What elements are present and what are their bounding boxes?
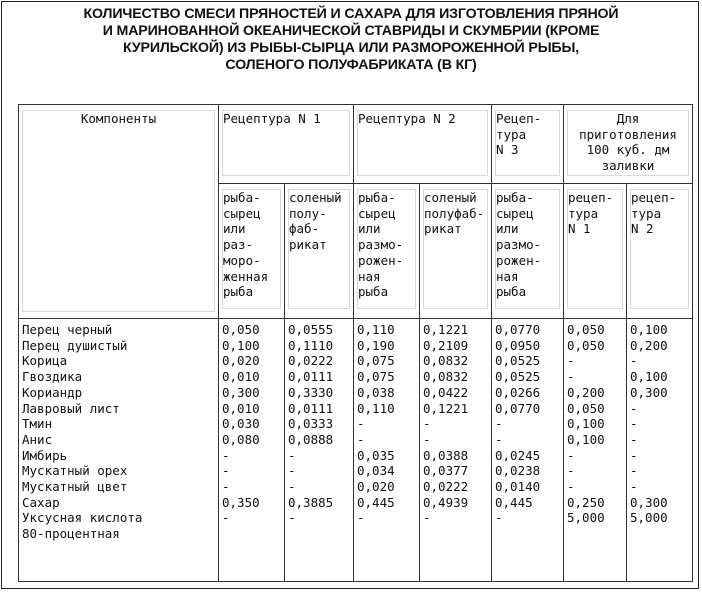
- column-r2-raw: [354, 319, 420, 582]
- header-recipe-2: [354, 105, 492, 184]
- subheader-r1-raw-label: рыба- сырец или раз- моро- женная рыба: [223, 190, 269, 300]
- subheader-r1-salted: [285, 184, 354, 319]
- subheader-r3-raw-label: рыба- сырец или размо- рожен- ная рыба: [496, 190, 542, 300]
- column-components: [19, 319, 219, 582]
- column-brine-r2: [627, 319, 693, 582]
- values-brine-r2: 0,100 0,200 - 0,100 0,300 - - - - - - 0,300 5,000: [630, 322, 668, 526]
- subheader-brine-r2-label: рецеп- тура N 2: [631, 190, 677, 237]
- values-r1-raw: 0,050 0,100 0,020 0,010 0,300 0,010 0,030 0,080 - - - 0,350 -: [222, 322, 260, 526]
- column-r1-raw: [219, 319, 285, 582]
- header-recipe-2-label: Рецептура N 2: [358, 111, 456, 126]
- values-r2-raw: 0,110 0,190 0,075 0,075 0,038 0,110 - - 0,035 0,034 0,020 0,445 -: [357, 322, 395, 526]
- column-r2-salted: [420, 319, 492, 582]
- title-line-3: КУРИЛЬСКОЙ) ИЗ РЫБЫ-СЫРЦА ИЛИ РАЗМОРОЖЕННОЙ РЫБЫ,: [122, 40, 580, 56]
- subheader-r2-raw-label: рыба- сырец или размо- рожен- ная рыба: [358, 190, 404, 300]
- title-line-4: СОЛЕНОГО ПОЛУФАБРИКАТА (В КГ): [225, 57, 477, 73]
- component-names: Перец черный Перец душистый Корица Гвоздика Кориандр Лавровый лист Тмин Анис Имбирь Мускатный орех Мускатный цвет Сахар Уксусная кислота 80-процентная: [22, 322, 143, 542]
- values-r2-salted: 0,1221 0,2109 0,0832 0,0832 0,0422 0,1221 - - 0,0388 0,0377 0,0222 0,4939 -: [423, 322, 469, 526]
- column-r3-raw: [492, 319, 564, 582]
- subheader-r3-raw: [492, 184, 564, 319]
- column-r1-salted: [285, 319, 354, 582]
- values-r3-raw: 0,0770 0,0950 0,0525 0,0525 0,0266 0,0770 - - 0,0245 0,0238 0,0140 0,445 -: [495, 322, 541, 526]
- header-brine-label: Для приготовления 100 куб. дм заливки: [579, 111, 677, 174]
- header-components: [19, 105, 219, 319]
- subheader-r2-salted-label: соленый полуфаб- рикат: [424, 190, 485, 237]
- subheader-r2-salted: [420, 184, 492, 319]
- subheader-r1-salted-label: соленый полу- фаб- рикат: [289, 190, 342, 253]
- values-r1-salted: 0,0555 0,1110 0,0222 0,0111 0,3330 0,0111 0,0333 0,0888 - - - 0,3885 -: [288, 322, 334, 526]
- subheader-r1-raw: [219, 184, 285, 319]
- table-body-row: [19, 319, 693, 582]
- header-brine: [564, 105, 693, 184]
- subheader-brine-r2: [627, 184, 693, 319]
- document-title: [0, 6, 702, 74]
- header-recipe-1-label: Рецептура N 1: [223, 111, 321, 126]
- column-brine-r1: [564, 319, 627, 582]
- subheader-brine-r1: [564, 184, 627, 319]
- header-recipe-3: [492, 105, 564, 184]
- subheader-r2-raw: [354, 184, 420, 319]
- header-recipe-3-label: Рецеп- тура N 3: [496, 111, 542, 158]
- title-line-2: И МАРИНОВАННОЙ ОКЕАНИЧЕСКОЙ СТАВРИДЫ И СКУМБРИИ (КРОМЕ: [102, 23, 600, 39]
- subheader-brine-r1-label: рецеп- тура N 1: [568, 190, 614, 237]
- spice-table: [18, 104, 693, 582]
- header-recipe-1: [219, 105, 354, 184]
- header-components-label: Компоненты: [80, 111, 157, 126]
- values-brine-r1: 0,050 0,050 - - 0,200 0,050 0,100 0,100 - - - 0,250 5,000: [567, 322, 605, 526]
- title-line-1: КОЛИЧЕСТВО СМЕСИ ПРЯНОСТЕЙ И САХАРА ДЛЯ ИЗГОТОВЛЕНИЯ ПРЯНОЙ: [83, 6, 619, 22]
